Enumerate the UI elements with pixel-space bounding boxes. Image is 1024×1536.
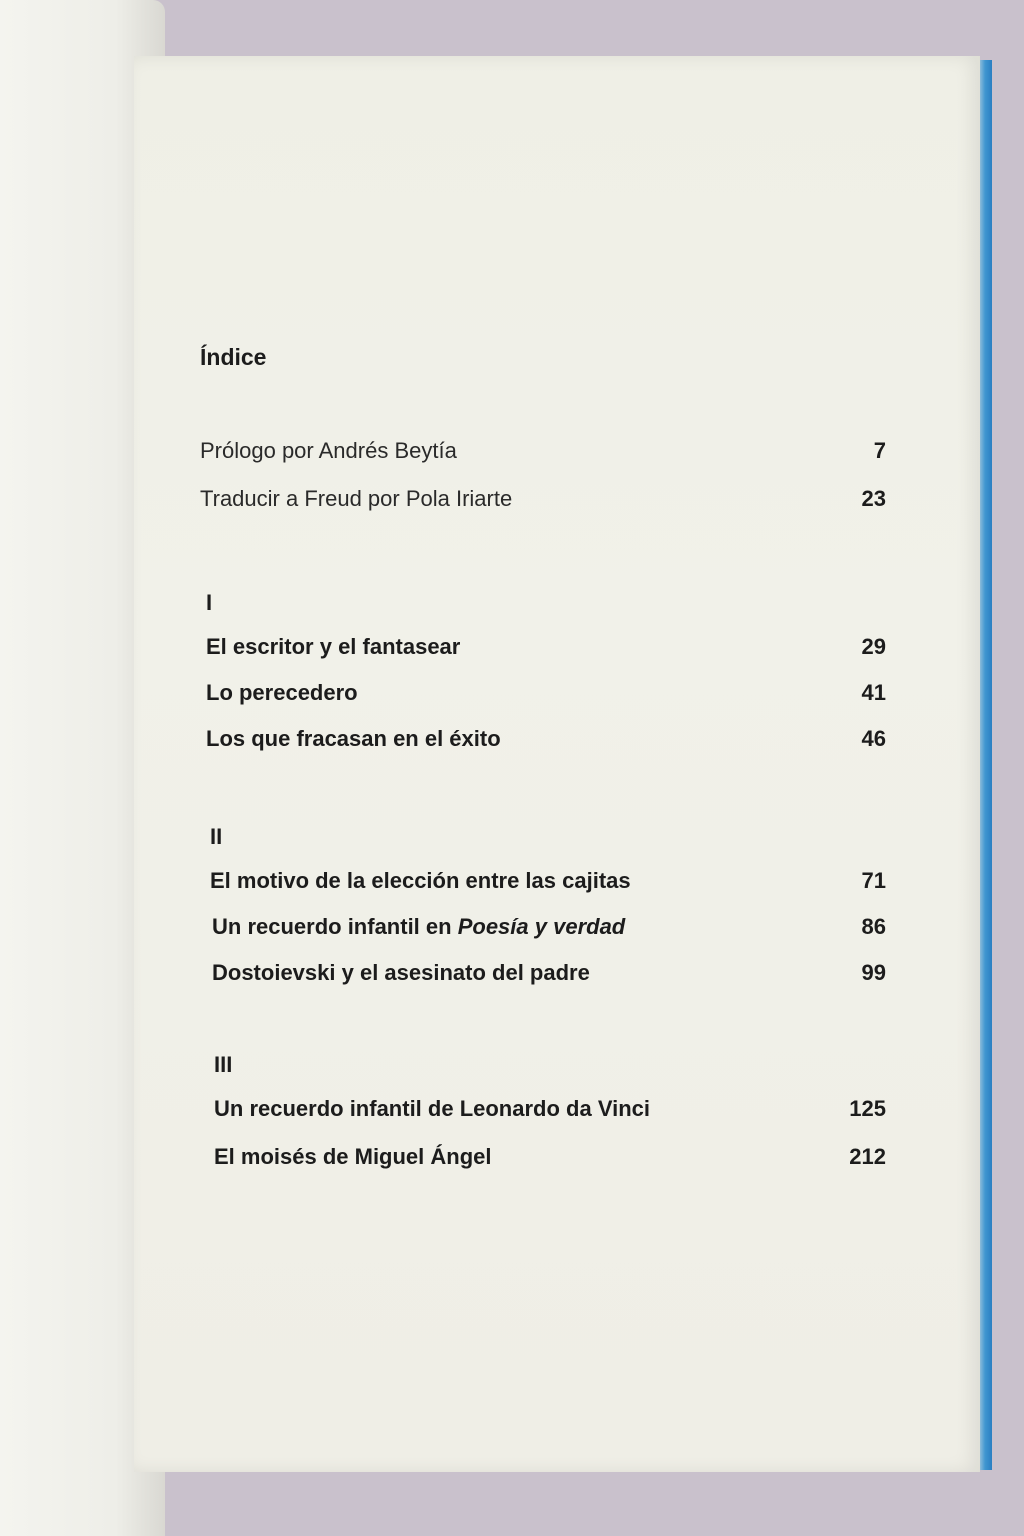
- book-page: [134, 56, 980, 1472]
- toc-entry: [200, 726, 886, 760]
- toc-entry-page: 86: [861, 914, 886, 939]
- toc-entry-page: 7: [873, 438, 886, 463]
- toc-entry-prologo: [200, 438, 886, 472]
- toc-entry-label: El moisés de Miguel Ángel: [214, 1144, 492, 1169]
- toc-entry-page: 29: [861, 634, 886, 659]
- toc-entry-label: El motivo de la elección entre las cajitas: [210, 868, 631, 893]
- toc-entry-label-text: Un recuerdo infantil en: [212, 914, 458, 939]
- toc-entry-label: Traducir a Freud por Pola Iriarte: [200, 486, 513, 511]
- toc-entry-label: Lo perecedero: [206, 680, 358, 705]
- toc-title: Índice: [200, 344, 267, 370]
- toc-entry-label: [212, 914, 625, 940]
- toc-entry: [200, 914, 886, 948]
- toc-entry-label: Prólogo por Andrés Beytía: [200, 438, 457, 463]
- toc-entry-traducir: [200, 486, 886, 520]
- toc-entry-page: 71: [861, 868, 886, 893]
- toc-entry: [200, 1096, 886, 1130]
- toc-entry-page: 212: [849, 1144, 886, 1169]
- toc-entry: [200, 634, 886, 668]
- toc-entry-label: Dostoievski y el asesinato del padre: [212, 960, 590, 985]
- toc-entry: [200, 1144, 886, 1178]
- toc-entry: [200, 868, 886, 902]
- toc-entry-page: 41: [861, 680, 886, 705]
- toc-entry-page: 46: [861, 726, 886, 751]
- section-numeral-i: I: [206, 590, 213, 615]
- toc-entry-page: 99: [861, 960, 886, 985]
- toc-entry-label-italic: Poesía y verdad: [457, 914, 626, 939]
- toc-entry: [200, 680, 886, 714]
- toc-entry-page: 23: [861, 486, 886, 511]
- toc-entry-page: 125: [849, 1096, 886, 1121]
- toc-entry-label: Un recuerdo infantil de Leonardo da Vinci: [214, 1096, 650, 1121]
- toc-entry-label: Los que fracasan en el éxito: [206, 726, 501, 751]
- toc-entry-label: El escritor y el fantasear: [206, 634, 461, 659]
- section-numeral-iii: III: [214, 1052, 233, 1077]
- section-numeral-ii: II: [210, 824, 223, 849]
- toc-entry: [200, 960, 886, 994]
